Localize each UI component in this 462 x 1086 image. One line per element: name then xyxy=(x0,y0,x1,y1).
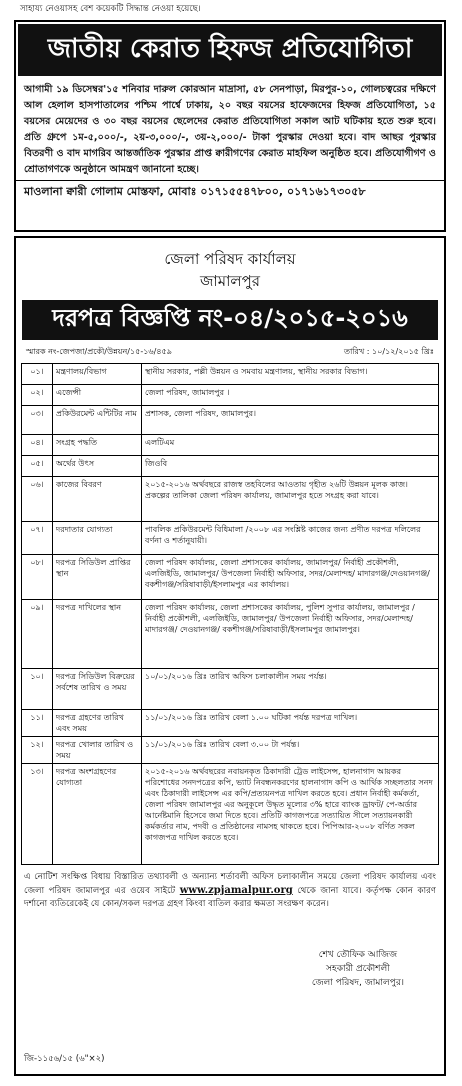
row-number: ০৫। xyxy=(22,456,53,477)
previous-article-fragment: সাহায্য নেওয়াসহ বেশ কয়েকটি সিদ্ধান্ত নেওয়া হয়েছে। xyxy=(20,4,201,14)
notice-text-part2: থেকে জানা যাবে। কর্তৃপক্ষ কোন কারণ দর্শানো ব্যতিরেকেই যে কোন/সকল দরপত্র গ্রহণ কিংবা বাতিল করার ক্ষমতা সংরক্ষণ করেন। xyxy=(24,886,436,909)
row-value: প্রশাসক, জেলা পরিষদ, জামালপুর। xyxy=(142,406,439,435)
row-number: ১২। xyxy=(22,737,53,764)
row-value: ১১/০১/২০১৬ খ্রিঃ তারিখ বেলা ৩.০০ টা পর্যন্ত। xyxy=(142,737,439,764)
row-heading: দরদাতার যোগ্যতা xyxy=(53,522,142,555)
signatory-office: জেলা পরিষদ, জামালপুর। xyxy=(311,978,404,988)
office-location: জামালপুর xyxy=(199,272,261,290)
memo-date: তারিখ : ১০/১২/২০১৫ খ্রিঃ xyxy=(343,347,434,356)
row-number: ০৯। xyxy=(22,600,53,669)
row-heading: সংগ্রহ পদ্ধতি xyxy=(53,435,142,456)
row-value: জেলা পরিষদ, জামালপুর । xyxy=(142,385,439,406)
table-row xyxy=(22,435,439,456)
table-row xyxy=(22,406,439,435)
signatory-title: সহকারী প্রকৌশলী xyxy=(326,964,390,974)
table-row xyxy=(22,600,439,669)
row-number: ০৮। xyxy=(22,555,53,600)
qirat-ad-contact: মাওলানা ক্বারী গোলাম মোস্তফা, মোবাঃ ০১৭১৫৫৪৭৮০০, ০১৭১৬১৭৩০৫৮ xyxy=(16,180,444,204)
row-number: ১৩। xyxy=(22,764,53,865)
memo-number: স্মারক নং-জেপজা/প্রকৌ/উন্নয়ন/১৫-১৬/৪৫৯ xyxy=(26,347,172,356)
row-heading: প্রকিউরমেন্ট এন্টিটির নাম xyxy=(53,406,142,435)
row-heading: এজেন্সী xyxy=(53,385,142,406)
tender-title: দরপত্র বিজ্ঞপ্তি নং-০৪/২০১৫-২০১৬ xyxy=(22,300,438,340)
tender-notice-ad xyxy=(14,236,446,1076)
notice-text-part1: এ নোটিশ সংক্ষিপ্ত বিধায় বিস্তারিত তথ্যাবলী ও অন্যান্য শর্তাবলী অফিস চলাকালীন সময়ে জেলা পরিষদ কার্যালয় এবং জেলা পরিষদ জামালপুর এর ওয়েব সাইটে xyxy=(24,872,436,896)
row-heading: দরপত্র দাখিলের স্থান xyxy=(53,600,142,669)
signature-block xyxy=(312,948,404,990)
website-link[interactable]: www.zpjamalpur.org xyxy=(179,885,293,896)
memo-row xyxy=(16,340,444,361)
row-value: জিওবি xyxy=(142,456,439,477)
table-row xyxy=(22,385,439,406)
row-number: ০৬। xyxy=(22,477,53,522)
row-number: ০১। xyxy=(22,364,53,385)
row-number: ১০। xyxy=(22,669,53,710)
row-heading: মন্ত্রণালয়/বিভাগ xyxy=(53,364,142,385)
row-heading: দরপত্র সিডিউল বিক্রয়ের সর্বশেষ তারিখ ও সময় xyxy=(53,669,142,710)
table-row xyxy=(22,555,439,600)
row-number: ০৪। xyxy=(22,435,53,456)
row-value: ১১/০১/২০১৬ খ্রিঃ তারিখ বেলা ১.০০ ঘটিকা পর্যন্ত দরপত্র দাখিল। xyxy=(142,710,439,737)
table-row xyxy=(22,364,439,385)
row-value: জেলা পরিষদ কার্যালয়, জেলা প্রশাসকের কার্যালয়, পুলিশ সুপার কার্যালয়, জামালপুর /নির্বাহী প্রকৌশলী, এলজিইডি, জামালপুর/ উপজেলা নির্বাহী অফিসার, সদর/মেলান্দহ/ মাদারগঞ্জ/ দেওয়ানগঞ্জ/ বকশীগঞ্জ/সরিষাবাড়ী/ইসলামপুর জামালপুর। xyxy=(142,600,439,669)
row-value: স্থানীয় সরকার, পল্লী উন্নয়ন ও সমবায় মন্ত্রণালয়, স্থানীয় সরকার বিভাগ। xyxy=(142,364,439,385)
row-heading: অর্থের উৎস xyxy=(53,456,142,477)
row-value: ২০১৫-২০১৬ অর্থবছরে রাজস্ব তহবিলের আওতায় গৃহীত ২৬টি উন্নয়ন মূলক কাজ। প্রকল্পের তালিকা জেলা পরিষদ কার্যালয়, জামালপুর হতে সংগ্রহ করা যাবে। xyxy=(142,477,439,522)
qirat-ad-title: জাতীয় কেরাত হিফজ প্রতিযোগিতা xyxy=(18,24,442,76)
row-number: ০৭। xyxy=(22,522,53,555)
row-heading: দরপত্র খোলার তারিখ ও সময় xyxy=(53,737,142,764)
table-row xyxy=(22,477,439,522)
row-heading: দরপত্র গ্রহণের তারিখ এবং সময় xyxy=(53,710,142,737)
row-value: ১০/০১/২০১৬ খ্রিঃ তারিখ অফিস চলাকালীন সময় পর্যন্ত। xyxy=(142,669,439,710)
table-row xyxy=(22,710,439,737)
qirat-ad-body: আগামী ১৯ ডিসেম্বর'১৫ শনিবার দারুল কোরআন মাদ্রাসা, ৫৮ সেনপাড়া, মিরপুর-১০, গোলচত্বরের দক্ষিণে আল হেলাল হাসপাতালের পশ্চিম পার্শ্বে ঢাকায়, ২০ বছর বয়সের হাফেজদের হিফজ প্রতিযোগিতা, ১৫ বয়সের মেয়েদের ও ৩০ বছর বয়সের ছেলেদের কেরাত প্রতিযোগিতা সকাল আট ঘটিকায় হতে শুরু হবে। প্রতি গ্রুপে ১ম-৫,০০০/-, ২য়-৩,০০০/-, ৩য়-২,০০০/- টাকা পুরস্কার দেওয়া হবে। বাদ আছর পুরস্কার বিতরণী ও বাদ মাগরিব আন্তর্জাতিক পুরস্কার প্রাপ্ত ক্বারীগণের কেরাত মাহফিল অনুষ্ঠিত হবে। প্রতিযোগীগণ ও শ্রোতাগণকে অনুষ্ঠানে আমন্ত্রণ জানানো হচ্ছে। xyxy=(24,84,436,175)
office-heading xyxy=(16,248,444,292)
row-heading: দরপত্র সিডিউল প্রাপ্তির স্থান xyxy=(53,555,142,600)
tender-notice-text xyxy=(16,865,444,911)
signatory-name: শেখ তৌফিক আজিজ xyxy=(318,950,398,960)
row-number: ১১। xyxy=(22,710,53,737)
table-row xyxy=(22,737,439,764)
table-row xyxy=(22,764,439,865)
tender-details-table xyxy=(21,363,439,865)
table-row xyxy=(22,456,439,477)
row-value: ২০১৫-২০১৬ অর্থবছরের নবায়নকৃত ঠিকাদারী ট্রেড লাইসেন্স, হালনাগাদ আয়কর পরিশোধের সনদপত্রের কপি, ভ্যাট নিবন্ধনকরণের হালনাগাদ কপি ও আর্থিক সচ্ছলতার সনদ এবং ঠিকাদারী লাইসেন্স এর কপি/প্রত্যয়নপত্র দাখিল করতে হবে। প্রধান নির্বাহী কর্মকর্তা, জেলা পরিষদ জামালপুর এর অনুকূলে উদ্ধৃত মূল্যের ৩% হারে ব্যাংক ড্রাফট/ পে-অর্ডার আর্নেষ্টমানি হিসেবে জমা দিতে হবে। প্রতিটি কাগজপত্রে সত্যায়িত সীলে সত্যায়নকারী কর্মকর্তার নাম, পদবী ও প্রতিষ্ঠানের নামসহ থাকতে হবে। পিপিআর-২০০৮ বর্ণিত সকল কাগজপত্র দাখিল করতে হবে। xyxy=(142,764,439,865)
row-value: পাবলিক প্রকিউরমেন্ট বিধিমালা /২০০৮ এর সংশ্লিষ্ট কাজের জন্য প্রণীত দরপত্র দলিলের বর্ণনা ও শর্তানুযায়ী। xyxy=(142,522,439,555)
row-value: এলটিএম xyxy=(142,435,439,456)
ad-reference-number: জি-১১৫৬/১৫ (৬"×২) xyxy=(24,1054,105,1064)
row-number: ০২। xyxy=(22,385,53,406)
qirat-competition-ad xyxy=(14,20,446,232)
row-heading: দরপত্র অংশগ্রহণের যোগ্যতা xyxy=(53,764,142,865)
office-name: জেলা পরিষদ কার্যালয় xyxy=(164,250,296,268)
row-number: ০৩। xyxy=(22,406,53,435)
row-heading: কাজের বিবরণ xyxy=(53,477,142,522)
table-row xyxy=(22,522,439,555)
row-value: জেলা পরিষদ কার্যালয়, জেলা প্রশাসকের কার্যালয়, জামালপুর/ নির্বাহী প্রকৌশলী, এলজিইডি, জামালপুর/ উপজেলা নির্বাহী অফিসার, সদর/মেলান্দহ/ মাদারগঞ্জ/দেওয়ানগঞ্জ/বকশীগঞ্জ/সরিষাবাড়ী/ইসলামপুর এর কার্যালয়। xyxy=(142,555,439,600)
table-row xyxy=(22,669,439,710)
